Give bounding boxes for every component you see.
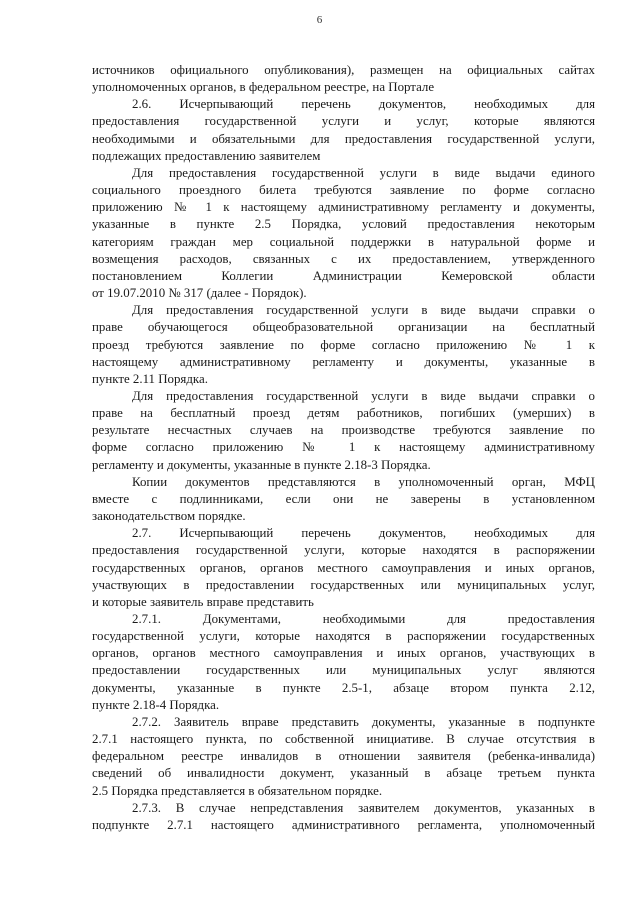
page-number: 6: [316, 14, 323, 26]
document-body: [92, 62, 595, 834]
text-line: возмещения расходов, связанных с их предоставлением, утвержденного: [92, 251, 595, 266]
text-line: уполномоченных органов, в федеральном реестре, на Портале: [92, 80, 435, 95]
text-line: и которые заявитель вправе представить: [92, 594, 314, 609]
text-line: предоставления государственной услуги, которые находятся в распоряжении: [92, 543, 595, 558]
text-line: категориям граждан мер социальной поддержки в натуральной форме и: [92, 234, 595, 249]
text-line: предоставлении государственных или муниципальных услуг являются: [92, 663, 595, 678]
text-line: источников официального опубликования), размещен на официальных сайтах: [92, 63, 595, 77]
text-line: Копии документов представляются в уполномоченный орган, МФЦ: [132, 474, 595, 489]
text-line: от 19.07.2010 № 317 (далее - Порядок).: [92, 286, 307, 301]
text-line: 2.7. Исчерпывающий перечень документов, необходимых для: [132, 526, 595, 541]
text-line: органов, органов местного самоуправления и иных органов, участвующих в: [92, 646, 595, 661]
text-line: пункте 2.11 Порядка.: [92, 371, 208, 386]
text-line: государственных органов, органов местного самоуправления и иных органов,: [92, 560, 595, 575]
text-line: необходимыми и обязательными для предоставления государственной услуги,: [92, 131, 595, 146]
text-line: праве обучающегося общеобразовательной организации на бесплатный: [92, 320, 595, 335]
text-line: федеральном реестре инвалидов в отношении заявителя (ребенка-инвалида): [92, 749, 595, 764]
text-line: сведений об инвалидности документ, указанный в абзаце третьем пункта: [92, 766, 595, 781]
text-line: Для предоставления государственной услуги в виде выдачи справки о: [132, 388, 595, 403]
text-line: участвующих в предоставлении государственных или муниципальных услуг,: [92, 577, 595, 592]
text-line: результате несчастных случаев на производстве требуются заявление по: [92, 423, 595, 438]
text-line: вместе с подлинниками, если они не заверены в установленном: [92, 491, 595, 506]
text-line: предоставления государственной услуги и услуг, которые являются: [92, 114, 595, 129]
text-line: государственной услуги, которые находятся в распоряжении государственных: [92, 629, 595, 644]
text-line: Для предоставления государственной услуги в виде выдачи справки о: [132, 303, 595, 318]
text-line: законодательством порядке.: [92, 509, 246, 524]
text-line: 2.7.3. В случае непредставления заявителем документов, указанных в: [132, 800, 595, 815]
text-line: 2.7.1. Документами, необходимыми для предоставления: [132, 612, 595, 626]
text-line: постановлением Коллегии Администрации Кемеровской области: [92, 268, 595, 283]
text-line: форме согласно приложению № 1 к настоящему административному: [92, 440, 595, 455]
text-line: пункте 2.18-4 Порядка.: [92, 697, 220, 712]
text-line: документы, указанные в пункте 2.5-1, абзаце втором пункта 2.12,: [92, 680, 595, 695]
text-line: приложению № 1 к настоящему административному регламенту и документы,: [92, 200, 595, 215]
text-line: подпункте 2.7.1 настоящего административного регламента, уполномоченный: [92, 817, 595, 832]
text-line: 2.7.2. Заявитель вправе представить документы, указанные в подпункте: [132, 714, 595, 729]
text-line: указанные в пункте 2.5 Порядка, условий предоставления некоторым: [92, 217, 595, 232]
text-line: 2.5 Порядка представляется в обязательном порядке.: [92, 783, 383, 798]
text-line: 2.6. Исчерпывающий перечень документов, необходимых для: [132, 97, 595, 112]
text-line: 2.7.1 настоящего пункта, по собственной инициативе. В случае отсутствия в: [92, 732, 595, 747]
text-line: праве на бесплатный проезд детям работников, погибших (умерших) в: [92, 406, 595, 421]
text-line: регламенту и документы, указанные в пункте 2.18-3 Порядка.: [92, 457, 431, 472]
text-line: проезд требуются заявление по форме согласно приложению № 1 к: [92, 337, 595, 352]
text-line: социального проездного билета требуются заявление по форме согласно: [92, 183, 595, 198]
text-line: подлежащих предоставлению заявителем: [92, 148, 321, 163]
text-line: настоящему административному регламенту и документы, указанные в: [92, 354, 595, 369]
text-line: Для предоставления государственной услуги в виде выдачи единого: [132, 165, 595, 180]
